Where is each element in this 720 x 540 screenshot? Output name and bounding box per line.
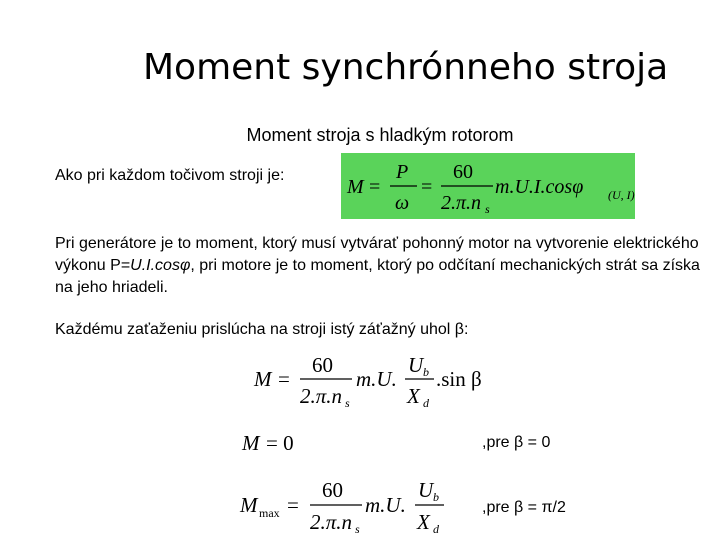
- zero-torque-formula: [240, 428, 320, 460]
- f3-lhs: M: [242, 431, 260, 455]
- f1-eq2: =: [421, 176, 433, 198]
- f2-eq: =: [278, 367, 290, 391]
- f4-den-sub: s: [355, 522, 360, 536]
- f2-u: U: [408, 353, 424, 377]
- f4-eq: =: [287, 493, 299, 517]
- f4-x-sub: d: [433, 522, 439, 536]
- f2-tail: .sin β: [436, 367, 482, 391]
- slide-title: Moment synchrónneho stroja: [143, 47, 669, 88]
- f2-x: X: [407, 384, 420, 408]
- f1-eq: =: [369, 176, 381, 198]
- f1-omega: ω: [395, 192, 410, 214]
- f2-x-sub: d: [423, 396, 429, 410]
- f1-p: P: [396, 161, 409, 183]
- f1-den-sub: s: [485, 202, 490, 216]
- f4-x: X: [417, 510, 430, 534]
- para1-formula: U.I.cosφ: [130, 257, 191, 274]
- load-angle-paragraph: Každému zaťaženiu prislúcha na stroji istý záťažný uhol β:: [55, 321, 469, 338]
- f2-mid: m.U.: [356, 367, 397, 391]
- f1-lhs: M: [347, 176, 364, 198]
- torque-load-angle-formula: [252, 352, 492, 414]
- condition-beta-pi-half: ,pre β = π/2: [482, 499, 566, 516]
- para1-part1: Pri generátore je to moment, ktorý musí vytvárať pohonný motor na vytvorenie elektrického výkonu P=: [55, 235, 699, 274]
- f4-mid: m.U.: [365, 493, 406, 517]
- f1-den: 2.π.n: [441, 192, 482, 214]
- f1-num: 60: [453, 161, 473, 183]
- f2-num: 60: [312, 353, 333, 377]
- generator-paragraph: [55, 233, 715, 299]
- f4-u-sub: b: [433, 490, 439, 504]
- max-torque-formula: [238, 474, 458, 538]
- f2-lhs: M: [254, 367, 272, 391]
- f3-rhs: = 0: [266, 431, 294, 455]
- para1-part2: , pri motore je to moment, ktorý po odčítaní mechanických strát sa získa na jeho hriadeli.: [55, 257, 700, 296]
- f4-num: 60: [322, 478, 343, 502]
- f2-den: 2.π.n: [300, 384, 343, 408]
- f1-paren: (U, I): [608, 188, 635, 202]
- f4-u: U: [418, 478, 434, 502]
- torque-formula: [345, 155, 635, 217]
- slide-subtitle: Moment stroja s hladkým rotorom: [246, 125, 514, 145]
- f4-lhs: M: [240, 493, 258, 517]
- f1-tail: m.U.I.cosφ: [495, 176, 584, 198]
- condition-beta-zero: ,pre β = 0: [482, 434, 551, 451]
- f4-lhs-sub: max: [259, 506, 280, 520]
- f2-u-sub: b: [423, 365, 429, 379]
- f4-den: 2.π.n: [310, 510, 353, 534]
- intro-text: Ako pri každom točivom stroji je:: [55, 167, 285, 184]
- f2-den-sub: s: [345, 396, 350, 410]
